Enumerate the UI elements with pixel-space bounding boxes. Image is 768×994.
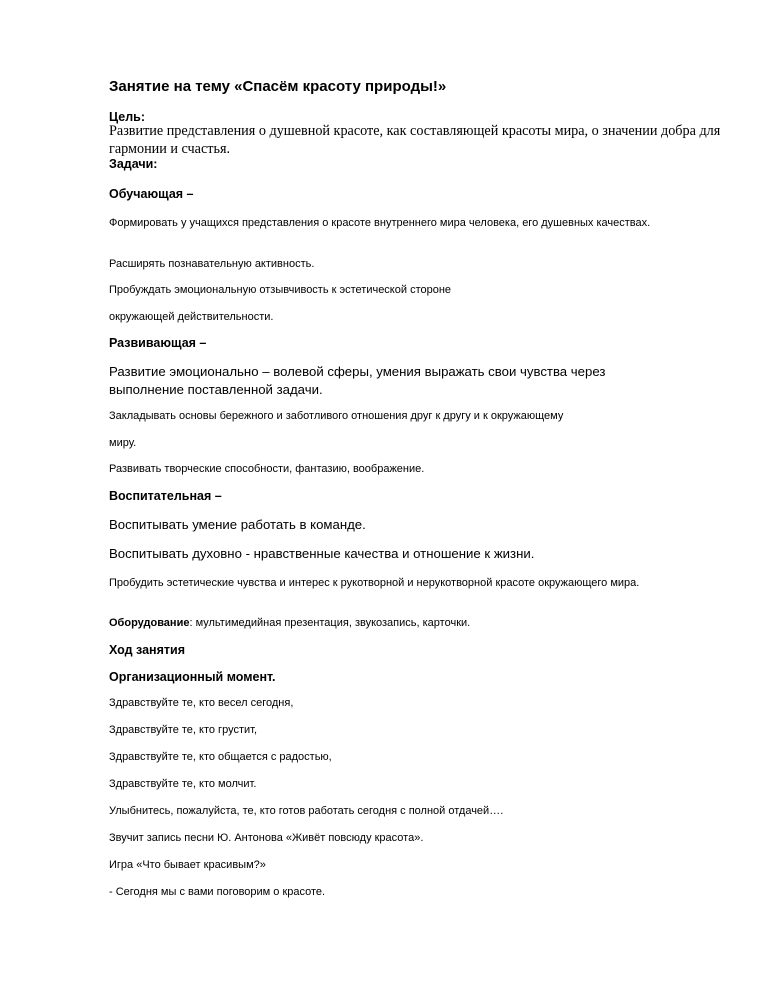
organization-line: Улыбнитесь, пожалуйста, те, кто готов работать сегодня с полной отдачей….	[109, 805, 504, 817]
organization-line: Здравствуйте те, кто общается с радостью,	[109, 751, 332, 763]
organization-line: Звучит запись песни Ю. Антонова «Живёт повсюду красота».	[109, 832, 424, 844]
developing-item: Развитие эмоционально – волевой сферы, умения выражать свои чувства через выполнение поставленной задачи.	[109, 364, 606, 397]
teaching-item: Формировать у учащихся представления о красоте внутреннего мира человека, его душевных качествах.	[109, 217, 651, 229]
goal-text: Развитие представления о душевной красоте, как составляющей красоты мира, о значении добра для гармонии и счастья.	[109, 123, 721, 157]
organization-line: - Сегодня мы с вами поговорим о красоте.	[109, 886, 326, 898]
teaching-item: Пробуждать эмоциональную отзывчивость к эстетической стороне	[109, 284, 452, 296]
developing-item: Развивать творческие способности, фантазию, воображение.	[109, 463, 425, 475]
equipment-paragraph	[109, 618, 719, 629]
organization-heading: Организационный момент.	[109, 670, 276, 684]
educational-item: Пробудить эстетические чувства и интерес к рукотворной и нерукотворной красоте окружающего мира.	[109, 577, 640, 589]
teaching-item: окружающей действительности.	[109, 311, 274, 323]
goal-heading: Цель:	[109, 110, 146, 124]
course-heading: Ход занятия	[109, 643, 185, 657]
educational-heading: Воспитательная –	[109, 489, 222, 503]
organization-line: Игра «Что бывает красивым?»	[109, 859, 266, 871]
teaching-item: Расширять познавательную активность.	[109, 258, 315, 270]
organization-line: Здравствуйте те, кто грустит,	[109, 724, 258, 736]
equipment-text: : мультимедийная презентация, звукозапись, карточки.	[189, 617, 471, 629]
organization-line: Здравствуйте те, кто молчит.	[109, 778, 257, 790]
educational-item: Воспитывать умение работать в команде.	[109, 517, 366, 532]
equipment-label: Оборудование	[109, 617, 190, 629]
educational-item: Воспитывать духовно - нравственные качества и отношение к жизни.	[109, 546, 535, 561]
developing-item: Закладывать основы бережного и заботливого отношения друг к другу и к окружающему	[109, 410, 564, 422]
page-title: Занятие на тему «Спасём красоту природы!»	[109, 78, 447, 95]
developing-item: миру.	[109, 437, 137, 449]
developing-heading: Развивающая –	[109, 336, 207, 350]
tasks-heading: Задачи:	[109, 157, 158, 171]
teaching-heading: Обучающая –	[109, 187, 194, 201]
organization-line: Здравствуйте те, кто весел сегодня,	[109, 697, 294, 709]
